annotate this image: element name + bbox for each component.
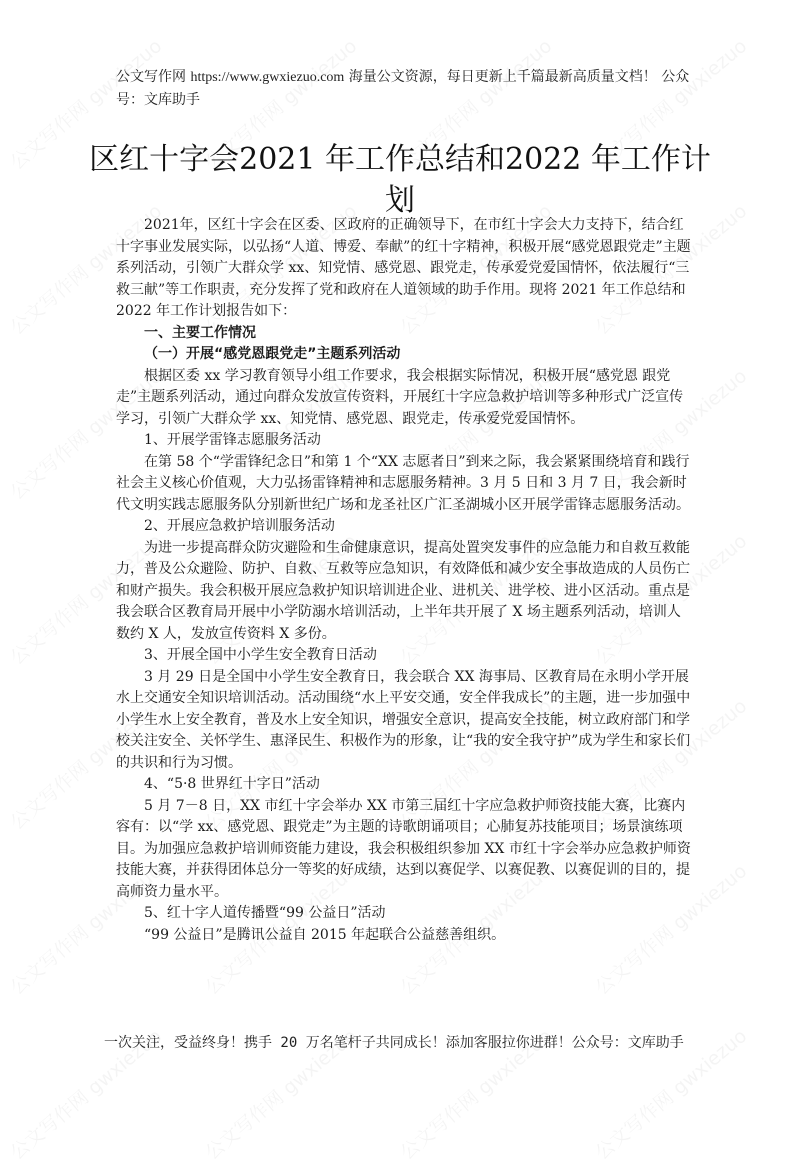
intro-paragraph: 2021年，区红十字会在区委、区政府的正确领导下，在市红十字会大力支持下，结合红十字事业发展实际，以弘扬“人道、博爱、奉献”的红十字精神，积极开展“感党恩跟党走”主题系列活动，引领广大群众学 xx、知党情、感党恩、跟党走，传承爱党爱国情怀，依法履行“三救三献”等工作职责，充分发挥了党和政府在人道领域的助手作用。现将 2021 年工作总结和 2022 年工作计划报告如下： xyxy=(116,217,691,319)
header-note xyxy=(116,66,691,111)
item-heading-2: 2、开展应急救护培训服务活动 xyxy=(144,518,335,534)
site-url[interactable]: https://www.gwxiezuo.com xyxy=(190,70,345,85)
subsection-paragraph: 根据区委 xx 学习教育领导小组工作要求，我会根据实际情况，积极开展“感党恩 跟党走”主题系列活动，通过向群众发放宣传资料，开展红十字应急救护培训等多种形式广泛宣传学习，引领广大群众学 xx、知党情、感党恩、跟党走，传承爱党爱国情怀。 xyxy=(116,367,684,427)
item-heading-3: 3、开展全国中小学生安全教育日活动 xyxy=(144,647,377,663)
item-paragraph-3: 3 月 29 日是全国中小学生安全教育日，我会联合 XX 海事局、区教育局在永明小学开展水上交通安全知识培训活动。活动围绕“水上平安交通，安全伴我成长”的主题，进一步加强中小学生水上安全教育，普及水上安全知识，增强安全意识，提高安全技能，树立政府部门和学校关注安全、关怀学生、惠泽民生、积极作为的形象，让“我的安全我守护”成为学生和家长们的共识和行为习惯。 xyxy=(116,668,691,771)
header-prefix: 公文写作网 xyxy=(116,69,191,85)
item-heading-4: 4、“5·8 世界红十字日”活动 xyxy=(144,776,320,792)
item-heading-5: 5、红十字人道传播暨“99 公益日”活动 xyxy=(144,905,386,921)
item-heading-1: 1、开展学雷锋志愿服务活动 xyxy=(144,432,321,448)
item-paragraph-2: 为进一步提高群众防灾避险和生命健康意识，提高处置突发事件的应急能力和自救互救能力，普及公众避险、防护、自救、互救等应急知识，有效降低和减少安全事故造成的人员伤亡和财产损失。我会积极开展应急救护知识培训进企业、进机关、进学校、进小区活动。重点是我会联合区教育局开展中小学防溺水培训活动，上半年共开展了 X 场主题系列活动，培训人数约 X 人，发放宣传资料 X 多份。 xyxy=(116,539,690,642)
document-body xyxy=(116,215,694,946)
subsection-heading: （一）开展“感党恩跟党走”主题系列活动 xyxy=(144,346,401,362)
header-suffix: 海量公文资源，每日更新上千篇最新高质量文档！ 公众号：文库助手 xyxy=(116,69,690,108)
footer-note: 一次关注，受益终身！携手 20 万名笔杆子共同成长！添加客服拉你进群！公众号：文库助手 xyxy=(104,1035,684,1051)
item-paragraph-1: 在第 58 个“学雷锋纪念日”和第 1 个“XX 志愿者日”到来之际，我会紧紧围绕培育和践行社会主义核心价值观，大力弘扬雷锋精神和志愿服务精神。3 月 5 日和 3 月 7 日，我会新时代文明实践志愿服务队分别新世纪广场和龙圣社区广汇圣湖城小区开展学雷锋志愿服务活动。 xyxy=(116,453,690,513)
item-paragraph-5: “99 公益日”是腾讯公益自 2015 年起联合公益慈善组织。 xyxy=(144,926,506,943)
item-paragraph-4: 5 月 7－8 日，XX 市红十字会举办 XX 市第三届红十字应急救护师资技能大赛，比赛内容有：以“学 xx、感党恩、跟党走”为主题的诗歌朗诵项目；心肺复苏技能项目；场景演练项目。为加强应急救护培训师资能力建设，我会积极组织参加 XX 市红十字会举办应急救护师资技能大赛，并获得团体总分一等奖的好成绩，达到以赛促学、以赛促教、以赛促训的目的，提高师资力量水平。 xyxy=(116,797,691,900)
document-title: 区红十字会2021 年工作总结和2022 年工作计划 xyxy=(89,142,711,218)
section-heading: 一、主要工作情况 xyxy=(144,324,256,341)
